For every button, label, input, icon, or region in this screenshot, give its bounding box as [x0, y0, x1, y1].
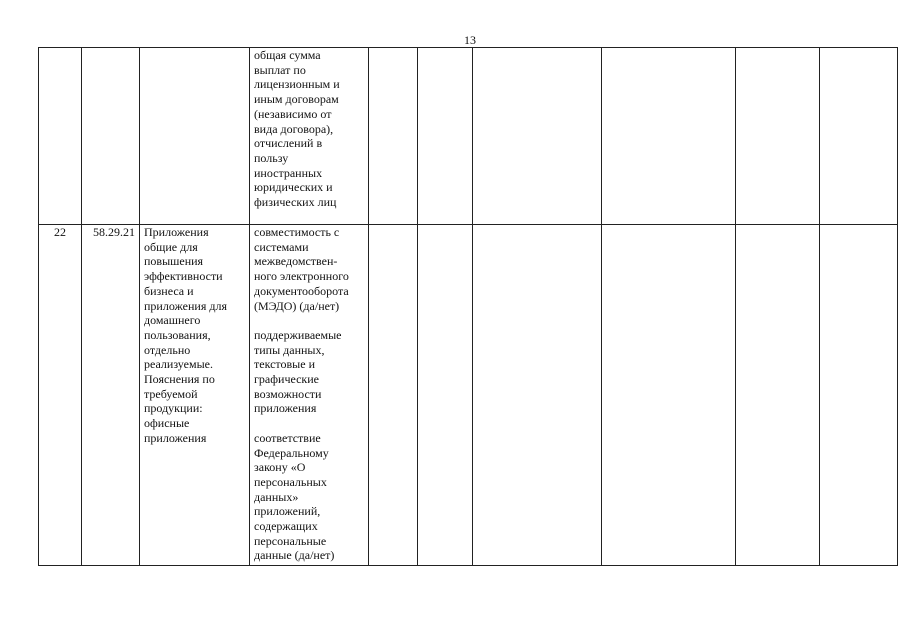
characteristic-cell: общая сумма выплат по лицензионным и иным договорам (независимо от вида договора), отчислений в пользу иностранных юридических и физических лиц	[250, 48, 369, 225]
page-number: 13	[464, 33, 476, 47]
empty-cell	[736, 225, 820, 566]
empty-cell	[418, 225, 473, 566]
product-name-cell: Приложения общие для повышения эффективности бизнеса и приложения для домашнего пользования, отдельно реализуемые. Пояснения по требуемой продукции: офисные приложения	[140, 225, 250, 566]
empty-cell	[602, 48, 736, 225]
row-number-cell	[39, 48, 82, 225]
empty-cell	[602, 225, 736, 566]
empty-cell	[473, 225, 602, 566]
empty-cell	[473, 48, 602, 225]
empty-cell	[736, 48, 820, 225]
empty-cell	[369, 225, 418, 566]
characteristic-cell: совместимость с системами межведомствен- ного электронного документооборота (МЭДО) (да/нет) поддерживаемые типы данных, текстовые и графические возможности приложения соответствие Федеральному закону «О персональных данных» приложений, содержащих персональные данные (да/нет)	[250, 225, 369, 566]
empty-cell	[369, 48, 418, 225]
row-number-cell: 22	[39, 225, 82, 566]
empty-cell	[418, 48, 473, 225]
requirements-table	[38, 47, 898, 566]
empty-cell	[820, 48, 898, 225]
okpd-code-cell: 58.29.21	[82, 225, 140, 566]
table-row	[39, 225, 898, 566]
table-row	[39, 48, 898, 225]
okpd-code-cell	[82, 48, 140, 225]
empty-cell	[820, 225, 898, 566]
product-name-cell	[140, 48, 250, 225]
